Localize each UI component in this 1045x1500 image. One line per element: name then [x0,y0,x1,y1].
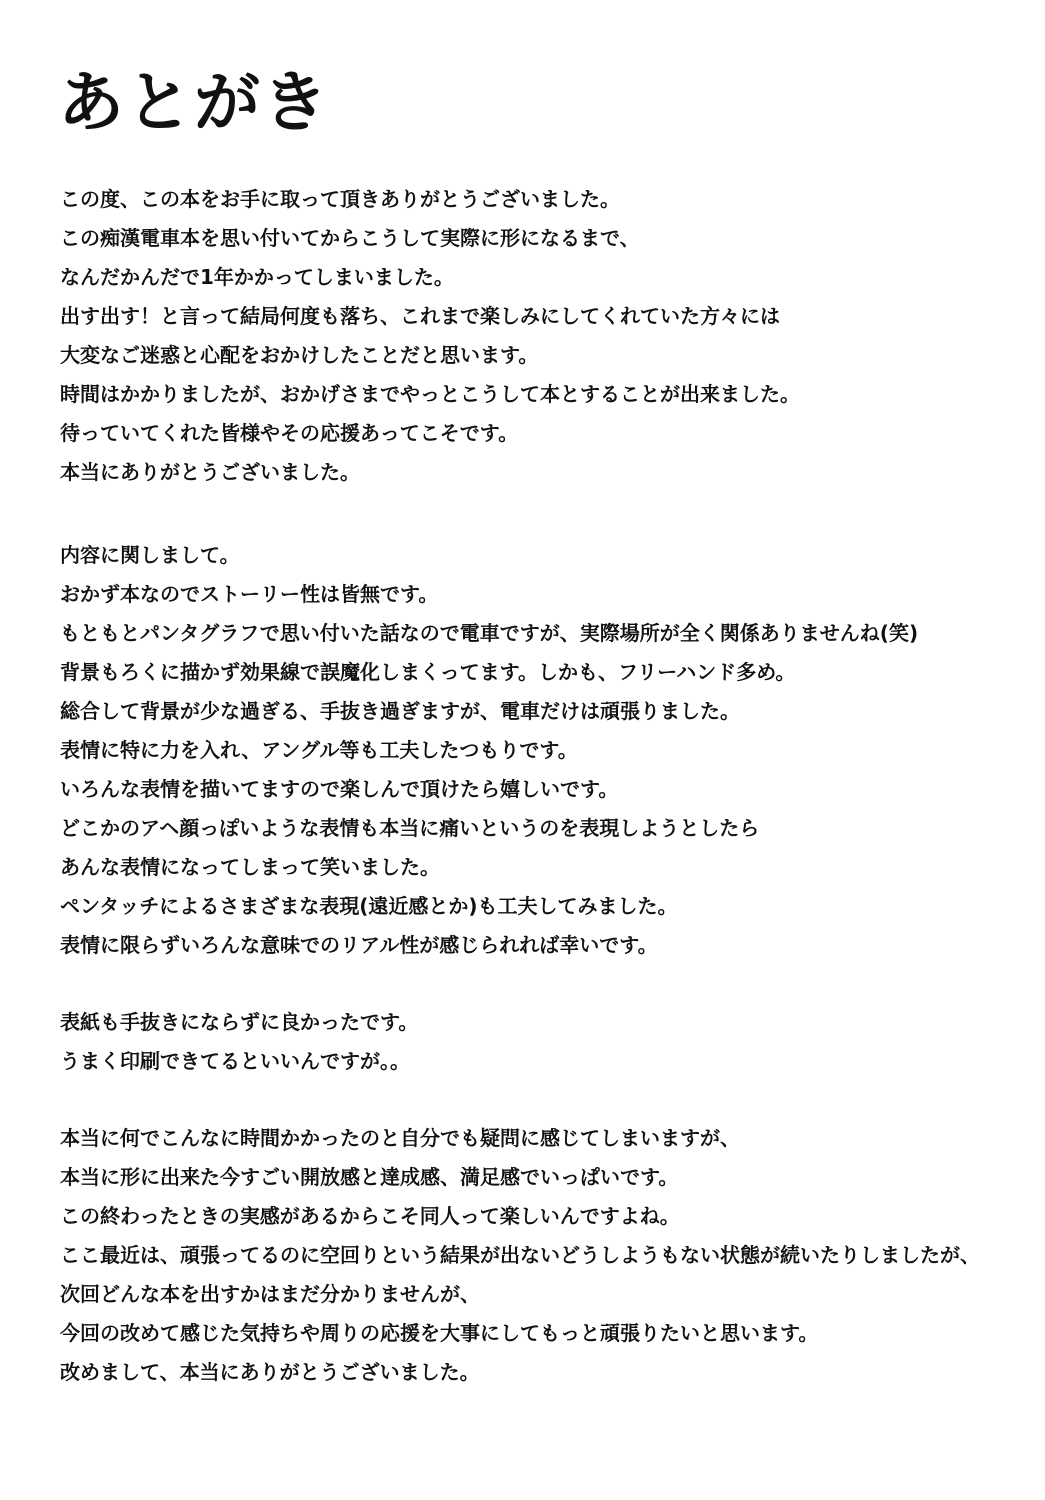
text-line: 本当に何でこんなに時間かかったのと自分でも疑問に感じてしまいますが、 [60,1126,740,1150]
text-line: ここ最近は、頑張ってるのに空回りという結果が出ないどうしようもない状態が続いたりしましたが、 [60,1243,980,1267]
text-line: 出す出す！と言って結局何度も落ち、これまで楽しみにしてくれていた方々には [60,304,780,328]
text-line: この終わったときの実感があるからこそ同人って楽しいんですよね。 [60,1204,680,1228]
paragraph-closing [60,1119,1020,1392]
paragraph-gap [60,492,1020,536]
text-line: 表情に限らずいろんな意味でのリアル性が感じられれば幸いです。 [60,933,658,957]
text-line: 改めまして、本当にありがとうございました。 [60,1360,480,1384]
text-line: おかず本なのでストーリー性は皆無です。 [60,582,439,606]
text-line: 時間はかかりましたが、おかげさまでやっとこうして本とすることが出来ました。 [60,382,800,406]
text-line: この痴漢電車本を思い付いてからこうして実際に形になるまで、 [60,226,640,250]
text-line: 内容に関しまして。 [60,543,240,567]
text-line: 表情に特に力を入れ、アングル等も工夫したつもりです。 [60,738,578,762]
text-line: 背景もろくに描かず効果線で誤魔化しまくってます。しかも、フリーハンド多め。 [60,660,796,684]
text-line: 今回の改めて感じた気持ちや周りの応援を大事にしてもっと頑張りたいと思います。 [60,1321,819,1345]
paragraph-thanks [60,180,1020,492]
text-line: ペンタッチによるさまざまな表現(遠近感とか)も工夫してみました。 [60,894,678,918]
text-line: 大変なご迷惑と心配をおかけしたことだと思います。 [60,343,539,367]
text-line: もともとパンタグラフで思い付いた話なので電車ですが、実際場所が全く関係ありませんね(笑) [60,621,919,645]
text-line: この度、この本をお手に取って頂きありがとうございました。 [60,187,620,211]
paragraph-cover [60,1003,1020,1081]
text-line: 本当に形に出来た今すごい開放感と達成感、満足感でいっぱいです。 [60,1165,679,1189]
text-line: いろんな表情を描いてますので楽しんで頂けたら嬉しいです。 [60,777,619,801]
paragraph-gap [60,1081,1020,1119]
text-line: うまく印刷できてるといいんですが。。 [60,1049,410,1073]
text-line: あんな表情になってしまって笑いました。 [60,855,440,879]
text-line: 表紙も手抜きにならずに良かったです。 [60,1010,419,1034]
text-line: 待っていてくれた皆様やその応援あってこそです。 [60,421,519,445]
text-line: 次回どんな本を出すかはまだ分かりませんが、 [60,1282,480,1306]
paragraph-gap [60,965,1020,1003]
page-title: あとがき [58,64,330,141]
text-line: 総合して背景が少な過ぎる、手抜き過ぎますが、電車だけは頑張りました。 [60,699,740,723]
text-line: どこかのアヘ顔っぽいような表情も本当に痛いというのを表現しようとしたら [60,816,760,840]
text-line: 本当にありがとうございました。 [60,460,360,484]
afterword-body [60,180,1020,1392]
text-line: なんだかんだで1年かかってしまいました。 [60,265,454,289]
paragraph-content [60,536,1020,965]
